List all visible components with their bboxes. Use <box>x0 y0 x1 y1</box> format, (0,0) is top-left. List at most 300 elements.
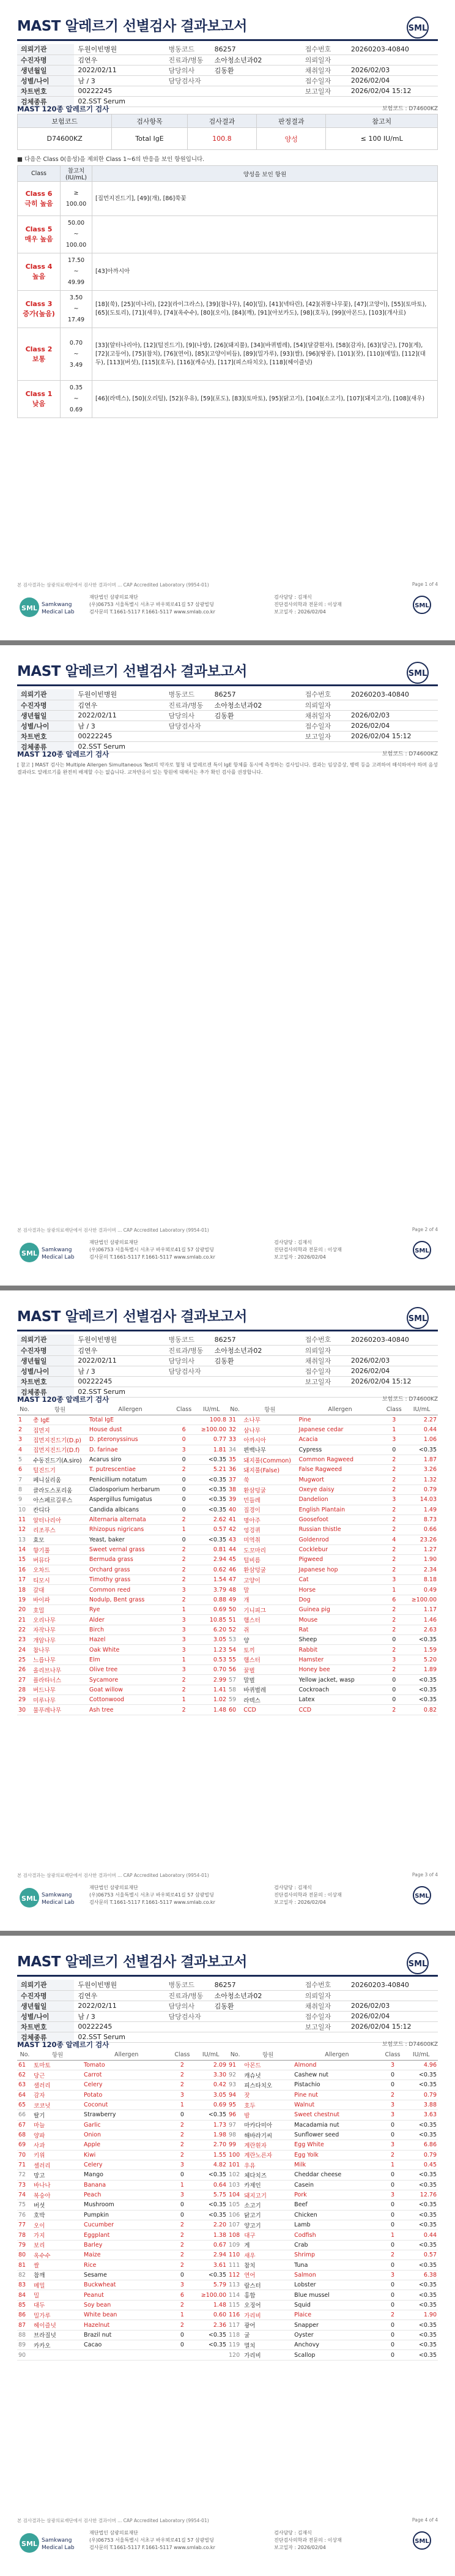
sign-line: 진단검사의학과 전문의 : 이상재 <box>274 602 342 607</box>
allergen-class: 2 <box>382 1515 405 1524</box>
allergen-value: 0.70 <box>195 1665 228 1675</box>
info-label: 의뢰일자 <box>301 1990 347 2001</box>
allergen-ko: 복숭아 <box>32 2190 83 2200</box>
allergen-row <box>17 2200 228 2210</box>
info-label: 차트번호 <box>17 731 74 741</box>
allergen-ko: 당근 <box>32 2070 83 2080</box>
allergen-ko: 아까시아 <box>242 1435 297 1445</box>
allergen-no: 46 <box>228 1565 242 1574</box>
total-item: Total IgE <box>112 128 187 150</box>
allergen-no: 24 <box>17 1645 32 1655</box>
info-value <box>211 721 301 731</box>
allergen-ko: 리조푸스 <box>32 1525 88 1535</box>
lab-line: (우)06753 서울특별시 서초구 바우뫼로41길 57 삼광빌딩 <box>89 1892 214 1898</box>
allergen-en: Walnut <box>293 2100 380 2110</box>
allergen-ko: 사과 <box>32 2140 83 2150</box>
info-value: 2026/02/04 15:12 <box>347 1376 438 1387</box>
info-label: 수진자명 <box>17 54 74 65</box>
allergen-class: 0 <box>381 2220 405 2230</box>
lab-line: 재단법인 삼광의료재단 <box>89 1240 138 1245</box>
allergen-class: 3 <box>381 2110 405 2120</box>
info-label: 수진자명 <box>17 1990 74 2001</box>
info-label <box>301 96 347 107</box>
allergen-th: Allergen <box>83 2050 171 2060</box>
allergen-en: Japanese cedar <box>297 1425 382 1434</box>
allergen-no: 53 <box>228 1635 242 1645</box>
allergen-ko: 민들레 <box>242 1495 297 1505</box>
class-note: ■ 다음은 Class 0(음성)을 제외한 Class 1~6의 반응을 보인 항원입니다. <box>17 156 205 163</box>
svg-text:Samkwang: Samkwang <box>42 2537 72 2544</box>
allergen-en: Timothy grass <box>88 1575 172 1585</box>
allergen-class: 0 <box>381 2200 405 2210</box>
allergen-class: 2 <box>382 1645 405 1655</box>
allergen-no: 75 <box>17 2200 32 2210</box>
allergen-no: 52 <box>228 1625 242 1634</box>
allergen-row <box>17 2210 228 2220</box>
allergen-value: ≥100.00 <box>194 2290 228 2300</box>
allergen-en: False Ragweed <box>297 1465 382 1475</box>
allergen-no: 68 <box>17 2130 32 2140</box>
allergen-no: 102 <box>228 2170 243 2180</box>
class-name: Class 2 보통 <box>18 328 61 381</box>
info-row <box>17 1335 438 1345</box>
info-label: 담당의사 <box>165 1355 210 1366</box>
allergen-class: 0 <box>171 2270 194 2280</box>
svg-text:Samkwang: Samkwang <box>42 1247 72 1253</box>
allergen-row <box>228 1425 438 1434</box>
allergen-en: Rhizopus nigricans <box>88 1525 172 1535</box>
allergen-no: 114 <box>228 2290 243 2300</box>
allergen-ko: 쥐 <box>242 1625 297 1634</box>
info-value: 2026/02/04 15:12 <box>347 731 438 741</box>
allergen-value: <0.35 <box>195 1475 228 1485</box>
allergen-ko: 양파 <box>32 2130 83 2140</box>
info-value: 20260203-40840 <box>347 689 438 700</box>
allergen-value: 1.38 <box>194 2230 228 2240</box>
page-number: Page 3 of 4 <box>412 1872 438 1878</box>
info-row <box>17 54 438 65</box>
allergen-no: 28 <box>17 1685 32 1694</box>
class-row <box>18 182 438 216</box>
allergen-class: 2 <box>172 1565 195 1574</box>
allergen-class: 3 <box>172 1625 195 1634</box>
allergen-row <box>17 1495 228 1505</box>
sml-logo-icon <box>398 16 438 39</box>
allergen-row <box>17 1505 228 1515</box>
allergen-en: Cockroach <box>297 1685 382 1694</box>
allergen-en: Total IgE <box>88 1415 172 1425</box>
info-label <box>301 1387 347 1397</box>
allergen-value: 4.96 <box>404 2060 438 2070</box>
allergen-value: <0.35 <box>194 2330 228 2340</box>
allergen-ko: 꿀벌 <box>242 1665 297 1675</box>
allergen-row <box>17 1465 228 1475</box>
allergen-en: Hamster <box>297 1655 382 1664</box>
allergen-no: 30 <box>17 1705 32 1715</box>
info-label: 접수일자 <box>301 1366 347 1376</box>
allergen-no: 78 <box>17 2230 32 2240</box>
info-label <box>165 1376 210 1387</box>
allergen-th: 항원 <box>243 2050 293 2060</box>
allergen-class: 0 <box>381 2300 405 2310</box>
allergen-class: 3 <box>172 1635 195 1645</box>
info-label: 차트번호 <box>17 86 74 96</box>
allergen-value: 2.09 <box>194 2060 228 2070</box>
section-title: MAST 120종 알레르기 검사 <box>17 750 109 758</box>
allergen-en: Yeast, baker <box>88 1535 172 1544</box>
allergen-value: 0.79 <box>405 1485 438 1494</box>
svg-text:SML: SML <box>21 1895 37 1903</box>
allergen-class: 0 <box>381 2290 405 2300</box>
allergen-en: Barley <box>83 2240 171 2250</box>
allergen-row <box>17 2140 228 2150</box>
allergen-class: 2 <box>171 2070 194 2080</box>
info-label: 수진자명 <box>17 1345 74 1355</box>
lab-line: 재단법인 삼광의료재단 <box>89 1885 138 1890</box>
total-code: D74600KZ <box>18 128 112 150</box>
allergen-value: 1.17 <box>405 1605 438 1615</box>
allergen-row <box>228 1525 438 1535</box>
info-value: 2022/02/11 <box>74 65 165 75</box>
info-value: 02.SST Serum <box>74 96 165 107</box>
allergen-row <box>228 1465 438 1475</box>
allergen-class: 2 <box>172 1544 195 1554</box>
allergen-class: 0 <box>382 1445 405 1455</box>
allergen-en: Casein <box>293 2180 380 2190</box>
allergen-value: 2.20 <box>194 2220 228 2230</box>
info-value: 86257 <box>211 1980 301 1990</box>
allergen-row <box>17 2170 228 2180</box>
allergen-ko: 갈대 <box>32 1585 88 1595</box>
allergen-row <box>17 2300 228 2310</box>
allergen-class: 0 <box>172 1475 195 1485</box>
info-label: 담당의사 <box>165 2001 210 2011</box>
allergen-class: 2 <box>381 2090 405 2100</box>
svg-text:SML: SML <box>415 1893 429 1900</box>
allergen-table-right <box>228 1404 438 1715</box>
allergen-value: <0.35 <box>194 2210 228 2220</box>
class-items: [46](라텍스), [50](오리털), [52](우유), [59](포도), [83](토마토), [95](닭고기), [104](소고기), [107](돼지고기), [108](새우) <box>92 381 438 418</box>
allergen-row <box>228 2200 438 2210</box>
allergen-en: Hazel <box>88 1635 172 1645</box>
allergen-no: 90 <box>17 2350 32 2360</box>
allergen-class: 3 <box>172 1615 195 1625</box>
allergen-row <box>228 1675 438 1685</box>
allergen-ko: 코코넛 <box>32 2100 83 2110</box>
allergen-no: 115 <box>228 2300 243 2310</box>
allergen-no: 112 <box>228 2270 243 2280</box>
allergen-en: Shrimp <box>293 2250 380 2260</box>
allergen-no: 18 <box>17 1585 32 1595</box>
allergen-no: 9 <box>17 1495 32 1505</box>
info-value: 00222245 <box>74 2021 165 2032</box>
allergen-no: 5 <box>17 1455 32 1464</box>
allergen-no: 81 <box>17 2260 32 2270</box>
allergen-ko: 효모 <box>32 1535 88 1544</box>
allergen-ko: 햄스터 <box>242 1655 297 1664</box>
allergen-ko: 돼지풀(False) <box>242 1465 297 1475</box>
info-value: 남 / 3 <box>74 721 165 731</box>
allergen-ko: 피스타치오 <box>243 2080 293 2090</box>
sign-line: 진단검사의학과 전문의 : 이상재 <box>274 1892 342 1898</box>
allergen-en: Maize <box>83 2250 171 2260</box>
allergen-class: 0 <box>172 1485 195 1494</box>
info-row <box>17 700 438 710</box>
allergen-th: Class <box>381 2050 405 2060</box>
sml-logo-icon <box>398 661 438 684</box>
sign-line: 보고일자 : 2026/02/04 <box>274 609 326 615</box>
lab-line: 재단법인 삼광의료재단 <box>89 2530 138 2536</box>
allergen-class: 0 <box>171 2210 194 2220</box>
info-label: 담당검사자 <box>165 1366 210 1376</box>
allergen-class: 3 <box>382 1415 405 1425</box>
allergen-no: 93 <box>228 2080 243 2090</box>
allergen-ko: 밤 <box>243 2110 293 2120</box>
info-label: 보고일자 <box>301 731 347 741</box>
allergen-table-left <box>17 1404 228 1715</box>
allergen-th: No. <box>228 2050 243 2060</box>
allergen-no: 32 <box>228 1425 242 1434</box>
info-label: 접수번호 <box>301 1980 347 1990</box>
allergen-ko: 쑥 <box>242 1475 297 1485</box>
info-label: 수진자명 <box>17 700 74 710</box>
allergen-class: 0 <box>172 1505 195 1515</box>
insurance-code: 보험코드 : D74600KZ <box>382 1396 438 1402</box>
allergen-class: 3 <box>172 1445 195 1455</box>
allergen-en: Oyster <box>293 2330 380 2340</box>
allergen-no: 67 <box>17 2120 32 2130</box>
info-label: 병동코드 <box>165 44 210 54</box>
allergen-class: 2 <box>171 2220 194 2230</box>
allergen-class: 3 <box>381 2100 405 2110</box>
allergen-class: 3 <box>381 2060 405 2070</box>
info-row <box>17 1376 438 1387</box>
svg-text:Samkwang: Samkwang <box>42 602 72 608</box>
allergen-en: Elm <box>88 1655 172 1664</box>
info-label <box>301 741 347 752</box>
allergen-en: Rabbit <box>297 1645 382 1655</box>
info-label: 진료과/병동 <box>165 1345 210 1355</box>
allergen-row <box>228 2350 438 2360</box>
allergen-class: 3 <box>381 2140 405 2150</box>
allergen-en: Anchovy <box>293 2340 380 2350</box>
info-value: 소아청소년과02 <box>211 1345 301 1355</box>
allergen-value: 1.90 <box>405 1555 438 1565</box>
allergen-en: Salmon <box>293 2270 380 2280</box>
allergen-no: 7 <box>17 1475 32 1485</box>
info-row <box>17 2001 438 2011</box>
allergen-no: 76 <box>17 2210 32 2220</box>
allergen-en: Acacia <box>297 1435 382 1445</box>
allergen-row <box>17 2260 228 2270</box>
allergen-ko: 랍스터 <box>243 2280 293 2290</box>
allergen-class: 2 <box>171 2120 194 2130</box>
class-row <box>18 328 438 381</box>
section-title: MAST 120종 알레르기 검사 <box>17 2040 109 2049</box>
allergen-ko: 기니피그 <box>242 1605 297 1615</box>
allergen-en: Oxeye daisy <box>297 1485 382 1494</box>
allergen-row <box>228 1595 438 1604</box>
th-code: 보험코드 <box>18 114 112 128</box>
allergen-en: Mushroom <box>83 2200 171 2210</box>
sign-info <box>274 594 409 616</box>
info-row <box>17 86 438 96</box>
info-row <box>17 1345 438 1355</box>
allergen-ko: 새우 <box>243 2250 293 2260</box>
allergen-th: 항원 <box>32 1404 88 1415</box>
allergen-en: Ash tree <box>88 1705 172 1715</box>
allergen-no: 22 <box>17 1625 32 1634</box>
allergen-row <box>17 2290 228 2300</box>
allergen-ko: 바나나 <box>32 2180 83 2190</box>
allergen-ko: 개 <box>242 1595 297 1604</box>
allergen-en: Apple <box>83 2140 171 2150</box>
info-label: 검체종류 <box>17 1387 74 1397</box>
allergen-value: <0.35 <box>404 2280 438 2290</box>
allergen-row <box>17 2310 228 2320</box>
samkwang-logo-icon <box>17 593 78 622</box>
allergen-no: 84 <box>17 2290 32 2300</box>
allergen-ko: 개암나무 <box>32 1635 88 1645</box>
allergen-en: Garlic <box>83 2120 171 2130</box>
allergen-en: Alder <box>88 1615 172 1625</box>
allergen-no: 21 <box>17 1615 32 1625</box>
allergen-en: Brazil nut <box>83 2330 171 2340</box>
info-value: 김동환 <box>211 65 301 75</box>
allergen-class: 3 <box>382 1575 405 1585</box>
allergen-row <box>228 2220 438 2230</box>
class-range: 50.00 ~ 100.00 <box>61 216 92 253</box>
allergen-value: 0.69 <box>195 1605 228 1615</box>
allergen-value: 0.57 <box>195 1525 228 1535</box>
allergen-no: 96 <box>228 2110 243 2120</box>
allergen-value: 2.62 <box>195 1515 228 1524</box>
allergen-class: 2 <box>382 1525 405 1535</box>
lab-info <box>89 594 248 616</box>
allergen-no: 73 <box>17 2180 32 2190</box>
info-row <box>17 1990 438 2001</box>
allergen-row <box>228 2300 438 2310</box>
allergen-en: Japanese hop <box>297 1565 382 1574</box>
info-value: 소아청소년과02 <box>211 54 301 65</box>
info-value: 김연우 <box>74 1990 165 2001</box>
allergen-ko: CCD <box>242 1705 297 1715</box>
allergen-value: 3.61 <box>194 2260 228 2270</box>
info-value <box>211 1376 301 1387</box>
allergen-ko: 참깨 <box>32 2270 83 2280</box>
allergen-value: 2.36 <box>194 2320 228 2330</box>
allergen-class: 0 <box>382 1675 405 1685</box>
allergen-value <box>194 2350 228 2360</box>
svg-text:SML: SML <box>408 1960 427 1969</box>
allergen-table-left <box>17 2050 228 2361</box>
info-label: 차트번호 <box>17 2021 74 2032</box>
report-page-4 <box>0 1936 455 2576</box>
allergen-en: Pine nut <box>293 2090 380 2100</box>
allergen-no: 62 <box>17 2070 32 2080</box>
info-value <box>347 1345 438 1355</box>
allergen-en: Blue mussel <box>293 2290 380 2300</box>
allergen-row <box>17 2320 228 2330</box>
allergen-row <box>17 2150 228 2160</box>
allergen-ko: 질경이 <box>242 1505 297 1515</box>
svg-text:SML: SML <box>21 604 37 612</box>
allergen-row <box>228 2100 438 2110</box>
allergen-no: 94 <box>228 2090 243 2100</box>
allergen-row <box>228 2330 438 2340</box>
allergen-no: 27 <box>17 1675 32 1685</box>
allergen-row <box>228 1495 438 1505</box>
allergen-no: 42 <box>228 1525 242 1535</box>
allergen-no: 35 <box>228 1455 242 1464</box>
allergen-class: 1 <box>172 1525 195 1535</box>
footer-note: 본 검사결과는 삼광의료재단에서 검사한 결과이며 ... CAP Accredited Laboratory (9954-01) <box>17 2518 209 2523</box>
allergen-ko: 칸디다 <box>32 1505 88 1515</box>
info-row <box>17 710 438 721</box>
allergen-en: Mango <box>83 2170 171 2180</box>
info-value: 2026/02/04 <box>347 75 438 86</box>
allergen-ko: 키위 <box>32 2150 83 2160</box>
info-row <box>17 1366 438 1376</box>
allergen-no: 119 <box>228 2340 243 2350</box>
allergen-class: 2 <box>382 1555 405 1565</box>
allergen-row <box>228 2140 438 2150</box>
allergen-ko: 옥수수 <box>32 2250 83 2260</box>
allergen-ko: 오징어 <box>243 2300 293 2310</box>
allergen-class: 2 <box>171 2150 194 2160</box>
allergen-th: No. <box>17 2050 32 2060</box>
allergen-en: Aspergillus fumigatus <box>88 1495 172 1505</box>
allergen-class: 2 <box>381 2310 405 2320</box>
allergen-value: 14.03 <box>405 1495 438 1505</box>
allergen-en: Chicken <box>293 2210 380 2220</box>
allergen-row <box>228 1615 438 1625</box>
allergen-en: Soy bean <box>83 2300 171 2310</box>
allergen-row <box>17 2270 228 2280</box>
info-label <box>165 86 210 96</box>
allergen-value: <0.35 <box>404 2130 438 2140</box>
info-label: 생년월일 <box>17 1355 74 1366</box>
allergen-no: 85 <box>17 2300 32 2310</box>
allergen-no: 36 <box>228 1465 242 1475</box>
allergen-en: Common Ragweed <box>297 1455 382 1464</box>
allergen-ko: 샐러리 <box>32 2080 83 2090</box>
allergen-row <box>17 2190 228 2200</box>
allergen-en: English Plantain <box>297 1505 382 1515</box>
allergen-value: <0.35 <box>404 2210 438 2220</box>
allergen-value: 5.79 <box>194 2280 228 2290</box>
info-value: 2026/02/03 <box>347 710 438 721</box>
lab-line: (우)06753 서울특별시 서초구 바우뫼로41길 57 삼광빌딩 <box>89 602 214 607</box>
info-label: 접수번호 <box>301 689 347 700</box>
info-label: 의뢰기관 <box>17 1335 74 1345</box>
info-label: 의뢰기관 <box>17 689 74 700</box>
allergen-value: <0.35 <box>195 1495 228 1505</box>
allergen-ko: 가리비 <box>243 2350 293 2360</box>
allergen-value: <0.35 <box>404 2240 438 2250</box>
sml-logo-icon <box>398 1306 438 1330</box>
lab-line: 재단법인 삼광의료재단 <box>89 594 138 600</box>
class-th: Class <box>18 166 61 182</box>
allergen-value: 3.30 <box>194 2070 228 2080</box>
allergen-en: Beef <box>293 2200 380 2210</box>
sml-logo-icon <box>406 595 438 615</box>
allergen-en: Bermuda grass <box>88 1555 172 1565</box>
allergen-value: 0.45 <box>404 2160 438 2170</box>
report-page-2 <box>0 645 455 1286</box>
allergen-row <box>228 2060 438 2070</box>
allergen-en: Almond <box>293 2060 380 2070</box>
